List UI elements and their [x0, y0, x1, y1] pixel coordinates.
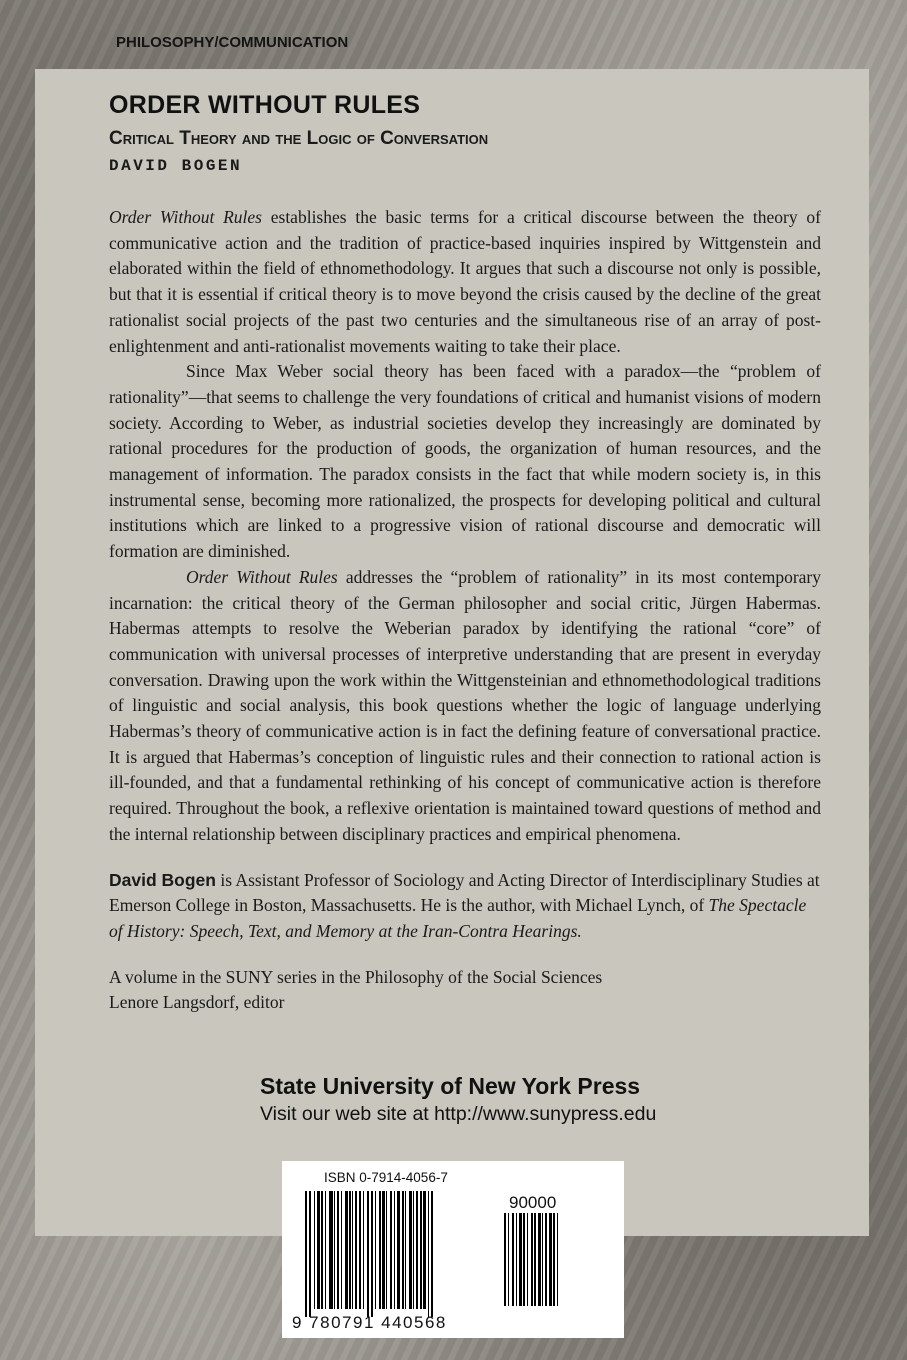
- book-title-italic: Order Without Rules: [186, 566, 338, 587]
- category-label: PHILOSOPHY/COMMUNICATION: [116, 34, 349, 51]
- ean-digits: 9 780791 440568: [292, 1313, 447, 1332]
- barcode-box: [282, 1161, 624, 1338]
- bio-author-name: David Bogen: [109, 869, 216, 890]
- book-title-italic: Order Without Rules: [109, 207, 262, 227]
- barcode-space: [433, 1191, 435, 1309]
- book-author: DAVID BOGEN: [109, 157, 243, 175]
- description-paragraph-3: [109, 565, 821, 848]
- publisher-name: State University of New York Press: [260, 1073, 641, 1099]
- series-line-1: A volume in the SUNY series in the Philosophy of the Social Sciences: [109, 966, 603, 987]
- bio-text: is Assistant Professor of Sociology and Acting Director of Interdisciplinary Studies at Emerson College in Boston, Massachusetts. He is the author, with Michael Lynch, of: [109, 869, 820, 916]
- description-paragraph-2: Since Max Weber social theory has been faced with a paradox—the “problem of rationality”—that seems to challenge the very foundations of critical and humanist visions of modern society. According to Weber, as industrial societies develop they increasingly are dominated by rational procedures for the production of goods, the organization of human resources, and the management of information. The paradox consists in the fact that while modern society is, in this instrumental sense, becoming more rationalized, the prospects for developing political and cultural institutions which are linked to a progressive vision of rational discourse and democratic will formation are diminished.: [109, 361, 821, 562]
- book-subtitle: Critical Theory and the Logic of Conversation: [109, 128, 489, 149]
- barcode-space: [558, 1213, 560, 1306]
- author-bio: [109, 868, 821, 945]
- series-line-2: Lenore Langsdorf, editor: [109, 992, 285, 1013]
- publisher-website: Visit our web site at http://www.sunypress.edu: [260, 1103, 657, 1125]
- paragraph-text: establishes the basic terms for a critical discourse between the theory of communicative action and the tradition of practice-based inquiries inspired by Wittgenstein and elaborated within the field of ethnomethodology. It argues that such a discourse not only is possible, but that it is essential if critical theory is to move beyond the crisis caused by the decline of the great rationalist social projects of the past two centuries and the simultaneous rise of an array of post-enlightenment and anti-rationalist movements waiting to take their place.: [109, 207, 821, 356]
- addon-barcode: [504, 1213, 596, 1308]
- book-title: ORDER WITHOUT RULES: [109, 91, 421, 119]
- description-paragraph-1: [109, 205, 821, 359]
- series-note: [109, 965, 821, 1016]
- description-body: [109, 205, 821, 1016]
- ean-barcode: [305, 1191, 495, 1311]
- price-code: 90000: [509, 1193, 557, 1212]
- bio-book-title: The Spectacle of History: Speech, Text, and Memory at the Iran-Contra Hearings.: [109, 895, 807, 941]
- isbn-label: ISBN 0-7914-4056-7: [324, 1170, 448, 1185]
- paragraph-text: addresses the “problem of rationality” in its most contemporary incarnation: the critical theory of the German philosopher and social critic, Jürgen Habermas. Habermas attempts to resolve the Weberian paradox by identifying the rational “core” of communication with universal processes of interpretive understanding that are present in everyday conversation. Drawing upon the work within the Wittgensteinian and ethnomethodological traditions of linguistic and social analysis, this book questions whether the logic of language underlying Habermas’s theory of communicative action is in fact the defining feature of conversational practice. It is argued that Habermas’s conception of linguistic rules and their connection to rational action is ill-founded, and that a fundamental rethinking of his concept of communicative action is therefore required. Throughout the book, a reflexive orientation is maintained toward questions of method and the internal relationship between disciplinary practices and empirical phenomena.: [109, 566, 821, 844]
